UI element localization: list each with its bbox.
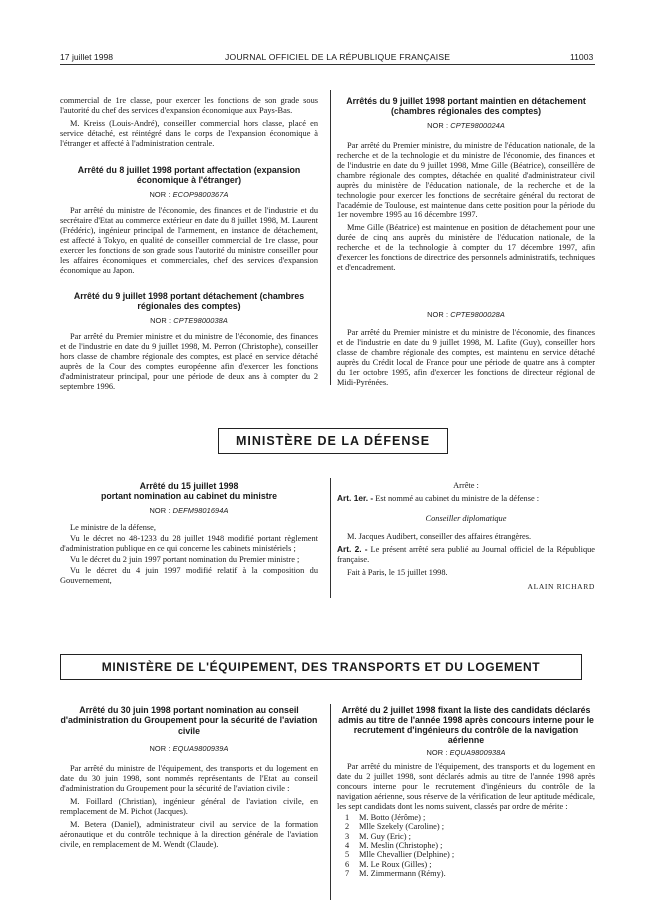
article-1: Art. 1er. - Est nommé au cabinet du ministre de la défense : bbox=[337, 492, 540, 503]
paragraph: Par arrêté du ministre de l'équipement, des transports et du logement en date du 2 juillet 1998, sont déclarés admis au titre de l'année 1998 après concours interne pour le recrutement d'ingénieurs du contrôle de la navigation aérienne, sous réserve de la vérification de leur aptitude médicale, les sept candidats dont les noms suivent, classés par ordre de mérite : bbox=[337, 762, 595, 811]
arrete-liste-candidats bbox=[337, 705, 595, 879]
nor-reference: NOR : CPTE9800028A bbox=[427, 310, 505, 319]
paragraph: Par arrêté du Premier ministre et du ministre de l'économie, des finances et de l'industrie en date du 9 juillet 1998, M. Lafite (Guy), conseiller hors classe de chambre régionale des comptes, est maintenu en service détaché auprès du Crédit local de France pour une période de quatre ans à compter du 1er octobre 1995, afin d'exercer les fonctions de directeur régional de Midi-Pyrénées. bbox=[337, 328, 595, 387]
arrete-affectation bbox=[60, 165, 318, 278]
ministry-heading-equipement: MINISTÈRE DE L'ÉQUIPEMENT, DES TRANSPORTS ET DU LOGEMENT bbox=[60, 654, 582, 680]
nor-reference: NOR : EQUA9800938A bbox=[426, 748, 506, 757]
list-item: 7 M. Zimmermann (Rémy). bbox=[345, 869, 446, 879]
appointee: M. Jacques Audibert, conseiller des affaires étrangères. bbox=[347, 531, 532, 541]
list-item: 5 Mlle Chevallier (Delphine) ; bbox=[345, 850, 455, 860]
list-item: 1 M. Botto (Jérôme) ; bbox=[345, 812, 426, 822]
nor-reference: NOR : EQUA9800939A bbox=[149, 744, 229, 754]
left-top-column bbox=[60, 96, 318, 152]
header-page-number: 11003 bbox=[570, 52, 594, 62]
paragraph: Par arrêté du Premier ministre, du ministre de l'éducation nationale, de la recherche et de la technologie et du ministre de l'économie, des finances et de l'industrie en date du 9 juillet 1998, Mme Gille (Béatrice), conseillère de chambre régionale des comptes, détachée en qualité d'administrateur civil auprès du ministère de l'éducation nationale, de la recherche et de la technologie pour exercer les fonctions de secrétaire général du rectorat de l'académie de Toulouse, est maintenue dans cette position pour la période du 1er novembre 1995 au 16 décembre 1997. bbox=[337, 140, 595, 220]
paragraph: Vu le décret no 48-1233 du 28 juillet 1948 modifié portant règlement d'administration publique en ce qui concerne les cabinets ministériels ; bbox=[60, 533, 318, 553]
paragraph: M. Betera (Daniel), administrateur civil au service de la formation aéronautique et du contrôle technique à la direction générale de l'aviation civile, en remplacement de M. Wendt (Claude). bbox=[60, 819, 318, 849]
list-item: 4 M. Meslin (Christophe) ; bbox=[345, 840, 443, 850]
paragraph: Par arrêté du ministre de l'économie, des finances et de l'industrie et du secrétaire d'Etat au commerce extérieur en date du 8 juillet 1998, M. Laurent (Frédéric), ingénieur principal de l'armement, en instance de détachement, est affecté à Tokyo, en qualité de conseiller commercial de 1re classe, pour exercer les fonctions de son grade sous l'autorité du ministre conseiller pour les affaires économiques et commerciales, chef des services d'expansion économique au Japon. bbox=[60, 205, 318, 275]
article-title: Arrêtés du 9 juillet 1998 portant maintien en détachement (chambres régionales des comptes) bbox=[346, 96, 586, 117]
list-item: 3 M. Guy (Eric) ; bbox=[345, 831, 411, 841]
nor-reference: NOR : ECOP9800367A bbox=[149, 189, 229, 199]
arretes-maintien bbox=[337, 96, 595, 276]
nor-reference: NOR : CPTE9800024A bbox=[427, 120, 505, 130]
arrete-dispositif bbox=[337, 481, 595, 595]
list-item: 2 Mlle Szekely (Caroline) ; bbox=[345, 822, 445, 832]
article-title-line: portant nomination au cabinet du ministre bbox=[101, 491, 277, 502]
paragraph: M. Kreiss (Louis-André), conseiller commercial hors classe, placé en service détaché, est réintégré dans le corps de l'expansion économique à l'étranger et affecté à l'administration centrale. bbox=[60, 118, 318, 148]
signature: ALAIN RICHARD bbox=[527, 581, 595, 591]
article-title: Arrêté du 9 juillet 1998 portant détachement (chambres régionales des comptes) bbox=[73, 291, 305, 312]
article-title: Arrêté du 30 juin 1998 portant nomination au conseil d'administration du Groupement pour la sécurité de l'aviation civile bbox=[60, 705, 318, 736]
arrete-maintien-lafite bbox=[337, 310, 595, 391]
paragraph: Mme Gille (Béatrice) est maintenue en position de détachement pour une durée de cinq ans auprès du ministère de l'éducation nationale, de la recherche et de la technologie à compter du 17 décembre 1997, afin d'exercer les fonctions de directrice des personnels administratifs, techniques et d'encadrement. bbox=[337, 223, 595, 273]
article-title: Arrêté du 2 juillet 1998 fixant la liste des candidats déclarés admis au titre de l'année 1998 après concours interne pour le recrutement d'ingénieurs du contrôle de la navigation aérienne bbox=[338, 705, 594, 745]
paragraph: Le ministre de la défense, bbox=[70, 522, 156, 532]
column-separator bbox=[330, 704, 331, 900]
arrete-nomination-cabinet bbox=[60, 481, 318, 589]
arrete-detachement bbox=[60, 291, 318, 395]
article-title: Arrêté du 8 juillet 1998 portant affectation (expansion économique à l'étranger) bbox=[77, 165, 301, 186]
paragraph: Par arrêté du ministre de l'équipement, des transports et du logement en date du 30 juin 1998, sont nommés représentants de l'Etat au conseil d'administration du Groupement pour la sécurité de l'aviation civile : bbox=[60, 764, 318, 794]
article-title-line: Arrêté du 15 juillet 1998 bbox=[139, 481, 239, 491]
nor-reference: NOR : DEFM9801694A bbox=[149, 505, 229, 515]
paragraph: M. Foillard (Christian), ingénieur général de l'aviation civile, en remplacement de M. Pichot (Jacques). bbox=[60, 797, 318, 817]
role-heading: Conseiller diplomatique bbox=[425, 513, 507, 523]
column-separator bbox=[330, 478, 331, 598]
header-rule bbox=[60, 64, 595, 65]
paragraph: commercial de 1re classe, pour exercer les fonctions de son grade sous l'autorité du chef des services d'expansion économique aux Pays-Bas. bbox=[60, 96, 318, 115]
candidates-list bbox=[337, 813, 595, 879]
column-separator bbox=[330, 90, 331, 385]
paragraph: Vu le décret du 2 juin 1997 portant nomination du Premier ministre ; bbox=[70, 554, 300, 564]
header-journal: JOURNAL OFFICIEL DE LA RÉPUBLIQUE FRANÇAISE bbox=[225, 52, 451, 62]
arrete-nomination-gsac bbox=[60, 705, 318, 853]
ministry-heading-defense: MINISTÈRE DE LA DÉFENSE bbox=[218, 428, 448, 454]
paragraph: Par arrêté du Premier ministre et du ministre de l'économie, des finances et de l'industrie en date du 9 juillet 1998, M. Perron (Christophe), conseiller hors classe de chambre régionale des comptes, est placé en service détaché auprès de la Cour des comptes européenne afin d'exercer les fonctions d'administrateur principal, pour une période de deux ans à compter du 2 septembre 1996. bbox=[60, 331, 318, 391]
arrete-label: Arrête : bbox=[453, 481, 479, 490]
paragraph: Vu le décret du 4 juin 1997 modifié relatif à la composition du Gouvernement, bbox=[60, 565, 318, 585]
list-item: 6 M. Le Roux (Gilles) ; bbox=[345, 859, 432, 869]
signed-place-date: Fait à Paris, le 15 juillet 1998. bbox=[347, 567, 448, 577]
nor-reference: NOR : CPTE9800038A bbox=[150, 315, 228, 325]
article-2: Art. 2. - Le présent arrêté sera publié au Journal officiel de la République française. bbox=[337, 543, 595, 564]
header-date: 17 juillet 1998 bbox=[60, 52, 114, 62]
